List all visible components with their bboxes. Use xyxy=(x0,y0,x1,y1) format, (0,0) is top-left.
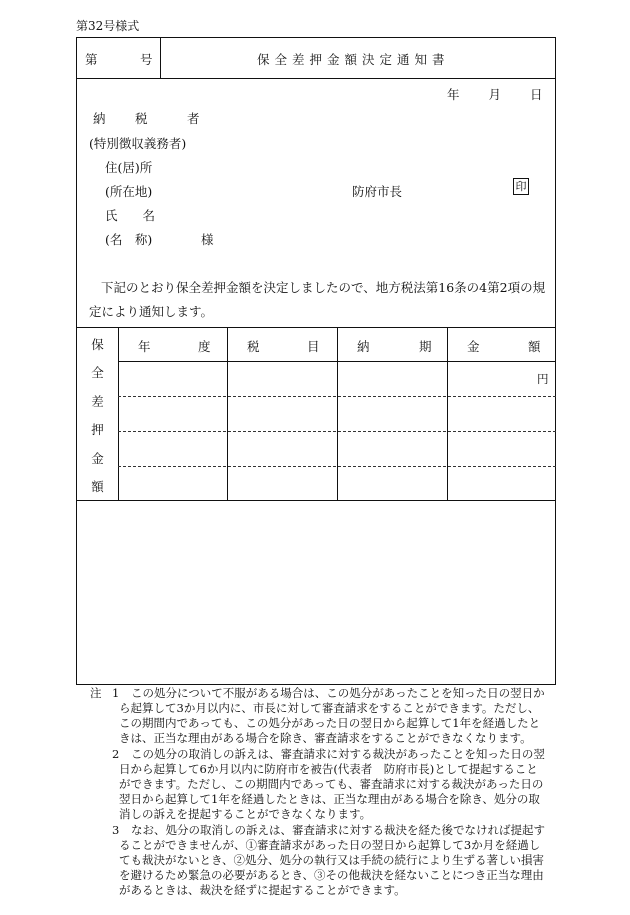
date-line xyxy=(447,85,543,103)
header-divider xyxy=(160,38,161,78)
notice-body-text: 下記のとおり保全差押金額を決定しましたので、地方税法第16条の4第2項の規定により通知します。 xyxy=(89,280,546,319)
table-column-divider xyxy=(447,327,448,500)
date-month: 月 xyxy=(488,87,502,102)
table-bottom-rule xyxy=(77,500,555,501)
column-header-due-period: 期 xyxy=(419,339,432,354)
name-label: 氏 名 xyxy=(105,208,156,223)
column-header-amount: 額 xyxy=(528,339,541,354)
note-line: ができます。ただし、この期間内であっても、審査請求に対する裁決があった日の xyxy=(119,777,544,791)
note-line: この処分について不服がある場合は、この処分があったことを知った日の翌日か xyxy=(131,686,545,700)
table-column-divider xyxy=(227,327,228,500)
document-number-prefix: 第 xyxy=(85,52,98,67)
note-line: なお、処分の取消しの訴えは、審査請求に対する裁決を経た後でなければ提起す xyxy=(131,823,545,837)
note-line: この処分の取消しの訴えは、審査請求に対する裁決があったことを知った日の翌 xyxy=(131,747,545,761)
note-line: きは、正当な理由がある場合を除き、審査請求をすることができなくなります。 xyxy=(119,731,532,745)
yen-unit: 円 xyxy=(537,372,549,386)
note-number: 3 xyxy=(112,823,120,837)
table-row-dashed-rule xyxy=(118,396,556,397)
note-line: ても裁決がないとき、②処分、処分の執行又は手続の続行により生ずる著しい損害 xyxy=(119,853,545,867)
note-line: があるときは、裁決を経ずに提起することができます。 xyxy=(119,883,406,897)
note-line: 日から起算して6か月以内に防府市を被告(代表者 防府市長)として提起すること xyxy=(119,762,538,776)
taxpayer-char: 者 xyxy=(187,111,200,126)
note-line: 消しの訴えを提起することができなくなります。 xyxy=(119,807,372,821)
document-title: 保全差押金額決定通知書 xyxy=(257,52,450,67)
row-header-char: 額 xyxy=(91,479,104,494)
notes-lead: 注 xyxy=(90,686,102,700)
taxpayer-char: 税 xyxy=(135,111,148,126)
header-bottom-rule xyxy=(77,78,555,79)
seal-mark: 印 xyxy=(513,178,529,195)
document-number-suffix: 号 xyxy=(140,52,153,67)
table-top-rule xyxy=(77,327,555,328)
taxpayer-label xyxy=(93,109,200,127)
note-line: を避けるため緊急の必要があるとき、③その他裁決を経ないことにつき正当な理由 xyxy=(119,868,544,882)
column-header-fiscal-year: 度 xyxy=(198,339,211,354)
table-row-dashed-rule xyxy=(118,466,556,467)
column-header-tax-item: 目 xyxy=(307,339,320,354)
table-column-divider xyxy=(118,327,119,500)
note-number: 2 xyxy=(112,747,120,761)
note-line: ら起算して3か月以内に、市長に対して審査請求をすることができます。ただし、 xyxy=(119,701,540,715)
date-year: 年 xyxy=(447,87,460,102)
note-line: この期間内であっても、この処分があった日の翌日から起算して1年を経過したと xyxy=(119,716,541,730)
taxpayer-char: 納 xyxy=(93,111,106,126)
note-line: ることができませんが、①審査請求があった日の翌日から起算して3か月を経過し xyxy=(119,838,541,852)
column-header-fiscal-year: 年 xyxy=(138,339,151,354)
row-header-char: 金 xyxy=(91,451,104,466)
column-header-amount: 金 xyxy=(467,339,480,354)
table-header-rule xyxy=(118,361,556,362)
notice-form-frame xyxy=(76,37,556,685)
issuer-mayor: 防府市長 xyxy=(352,184,403,199)
entity-name-label: (名 称) xyxy=(105,232,153,247)
table-row-dashed-rule xyxy=(118,431,556,432)
table-column-divider xyxy=(337,327,338,500)
column-header-tax-item: 税 xyxy=(247,339,260,354)
row-header-char: 押 xyxy=(91,422,104,437)
special-collector-label: (特別徴収義務者) xyxy=(89,136,187,151)
column-header-due-period: 納 xyxy=(357,339,370,354)
location-label: (所在地) xyxy=(105,184,153,199)
note-line: 翌日から起算して1年を経過したときは、正当な理由がある場合を除き、処分の取 xyxy=(119,792,540,806)
honorific-label: 様 xyxy=(201,232,214,247)
residence-label: 住(居)所 xyxy=(105,160,153,175)
row-header-char: 差 xyxy=(91,394,104,409)
note-number: 1 xyxy=(112,686,120,700)
row-header-char: 全 xyxy=(91,365,104,380)
form-number-label: 第32号様式 xyxy=(76,19,140,33)
date-day: 日 xyxy=(530,87,543,102)
row-header-char: 保 xyxy=(91,337,104,352)
